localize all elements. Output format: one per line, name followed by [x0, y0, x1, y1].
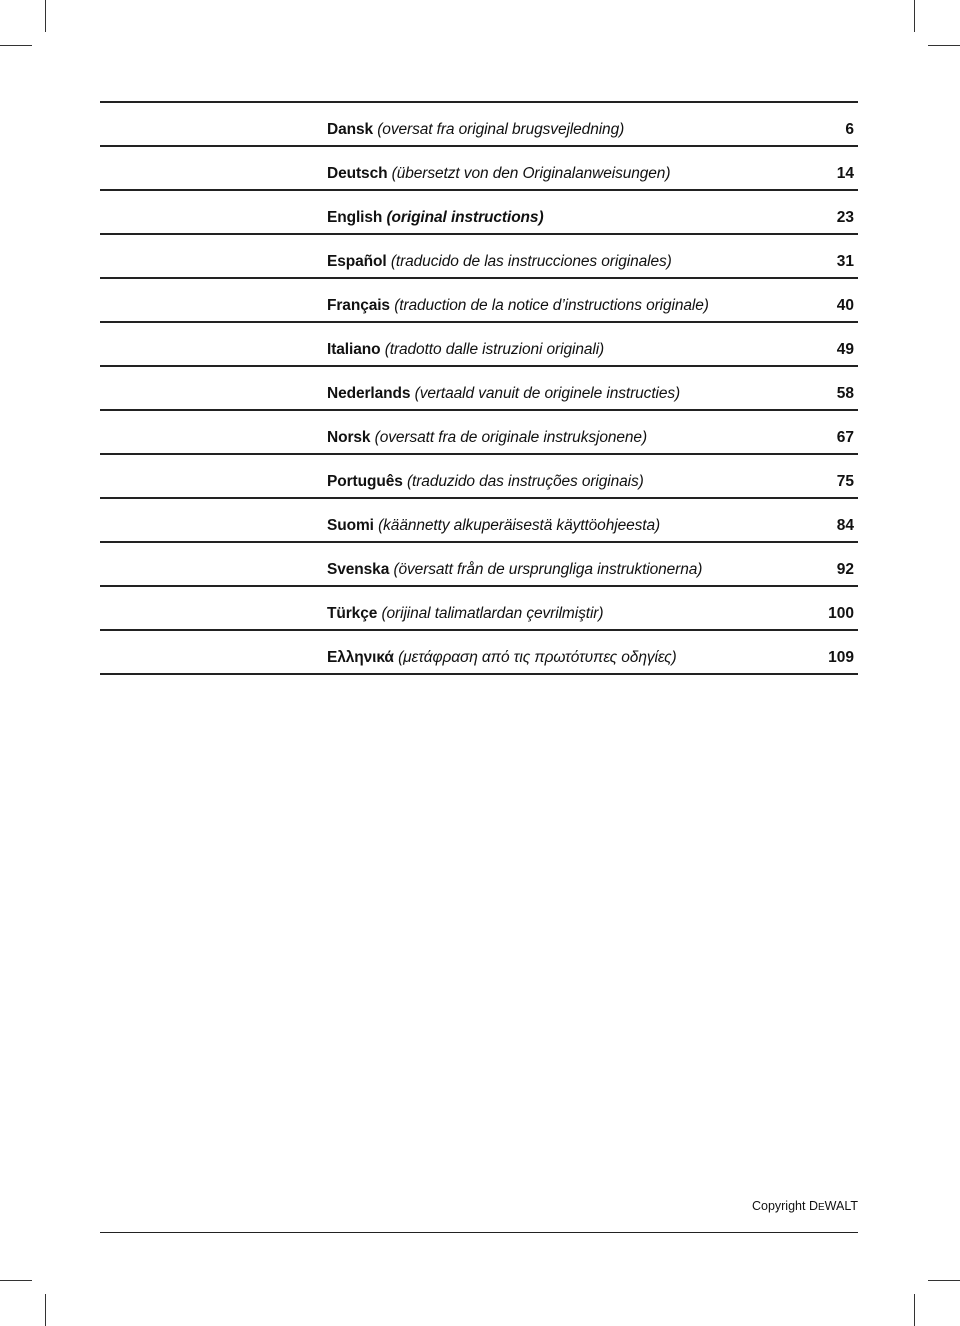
toc-language: Italiano [327, 341, 381, 358]
toc-page-number: 92 [836, 561, 854, 578]
copyright-notice [752, 1199, 858, 1213]
toc-entry[interactable] [100, 191, 858, 235]
toc-entry[interactable] [100, 279, 858, 323]
toc-page-number: 49 [836, 341, 854, 358]
brand-small: E [817, 1202, 825, 1213]
crop-mark [914, 0, 915, 32]
toc-language: Português [327, 473, 403, 490]
toc-language: Svenska [327, 561, 390, 578]
toc-language: English [327, 209, 383, 226]
toc-language: Español [327, 253, 387, 270]
crop-mark [45, 0, 46, 32]
bottom-rule [100, 1232, 858, 1233]
crop-mark [0, 45, 32, 46]
toc-description: (oversatt fra de originale instruksjonene) [374, 429, 648, 446]
toc-entry[interactable] [100, 411, 858, 455]
toc-description: (traducido de las instrucciones originales) [390, 253, 672, 270]
toc-page-number: 58 [836, 385, 854, 402]
toc-entry-text [327, 121, 624, 139]
toc-entry[interactable] [100, 367, 858, 411]
toc-language: Dansk [327, 121, 374, 138]
toc-language: Deutsch [327, 165, 388, 182]
crop-mark [45, 1294, 46, 1326]
toc-language: Suomi [327, 517, 374, 534]
toc-entry-text [327, 385, 680, 403]
toc-page-number: 14 [836, 165, 854, 182]
toc-page-number: 109 [828, 649, 854, 666]
toc-entry-text [327, 297, 709, 315]
crop-mark [928, 45, 960, 46]
toc-entry-text [327, 429, 647, 447]
toc-entry-text [327, 473, 644, 491]
toc-entry-text [327, 517, 660, 535]
toc-entry[interactable] [100, 499, 858, 543]
toc-description: (oversat fra original brugsvejledning) [377, 121, 625, 138]
toc-entry-text [327, 341, 604, 359]
toc-entry[interactable] [100, 543, 858, 587]
toc-page-number: 23 [836, 209, 854, 226]
toc-description: (käännetty alkuperäisestä käyttöohjeesta) [378, 517, 661, 534]
toc-page-number: 6 [845, 121, 854, 138]
toc-page-number: 31 [836, 253, 854, 270]
toc-language: Ελληνικά [327, 649, 394, 666]
toc-entry-text [327, 165, 670, 183]
toc-description: (original instructions) [386, 209, 544, 226]
toc-description: (vertaald vanuit de originele instructies) [414, 385, 681, 402]
toc-entry-text [327, 253, 672, 271]
toc-language: Français [327, 297, 390, 314]
toc-language: Norsk [327, 429, 371, 446]
toc-entry-text [327, 649, 677, 667]
toc-entry[interactable] [100, 235, 858, 279]
toc-entry[interactable] [100, 587, 858, 631]
toc-description: (översatt från de ursprungliga instruktionerna) [393, 561, 703, 578]
brand-rest: WALT [824, 1199, 858, 1213]
brand-initial: D [808, 1199, 818, 1213]
toc-entry-text [327, 605, 603, 623]
toc-language: Nederlands [327, 385, 411, 402]
toc-entry[interactable] [100, 631, 858, 675]
toc-entry[interactable] [100, 323, 858, 367]
crop-mark [914, 1294, 915, 1326]
table-of-contents [100, 103, 858, 675]
crop-mark [928, 1280, 960, 1281]
toc-entry[interactable] [100, 147, 858, 191]
toc-description: (tradotto dalle istruzioni originali) [384, 341, 605, 358]
toc-entry[interactable] [100, 103, 858, 147]
crop-mark [0, 1280, 32, 1281]
toc-page-number: 75 [836, 473, 854, 490]
toc-entry-text [327, 561, 702, 579]
toc-description: (traduzido das instruções originais) [406, 473, 644, 490]
toc-description: (übersetzt von den Originalanweisungen) [391, 165, 671, 182]
toc-description: (traduction de la notice d’instructions originale) [394, 297, 709, 314]
toc-page-number: 84 [836, 517, 854, 534]
toc-entry-text [327, 209, 544, 227]
copyright-label: Copyright [751, 1199, 806, 1213]
toc-page-number: 67 [836, 429, 854, 446]
toc-entry[interactable] [100, 455, 858, 499]
toc-page-number: 40 [836, 297, 854, 314]
toc-language: Türkçe [327, 605, 378, 622]
toc-description: (orijinal talimatlardan çevrilmiştir) [381, 605, 604, 622]
toc-description: (μετάφραση από τις πρωτότυπες οδηγίες) [398, 649, 677, 666]
toc-page-number: 100 [828, 605, 854, 622]
